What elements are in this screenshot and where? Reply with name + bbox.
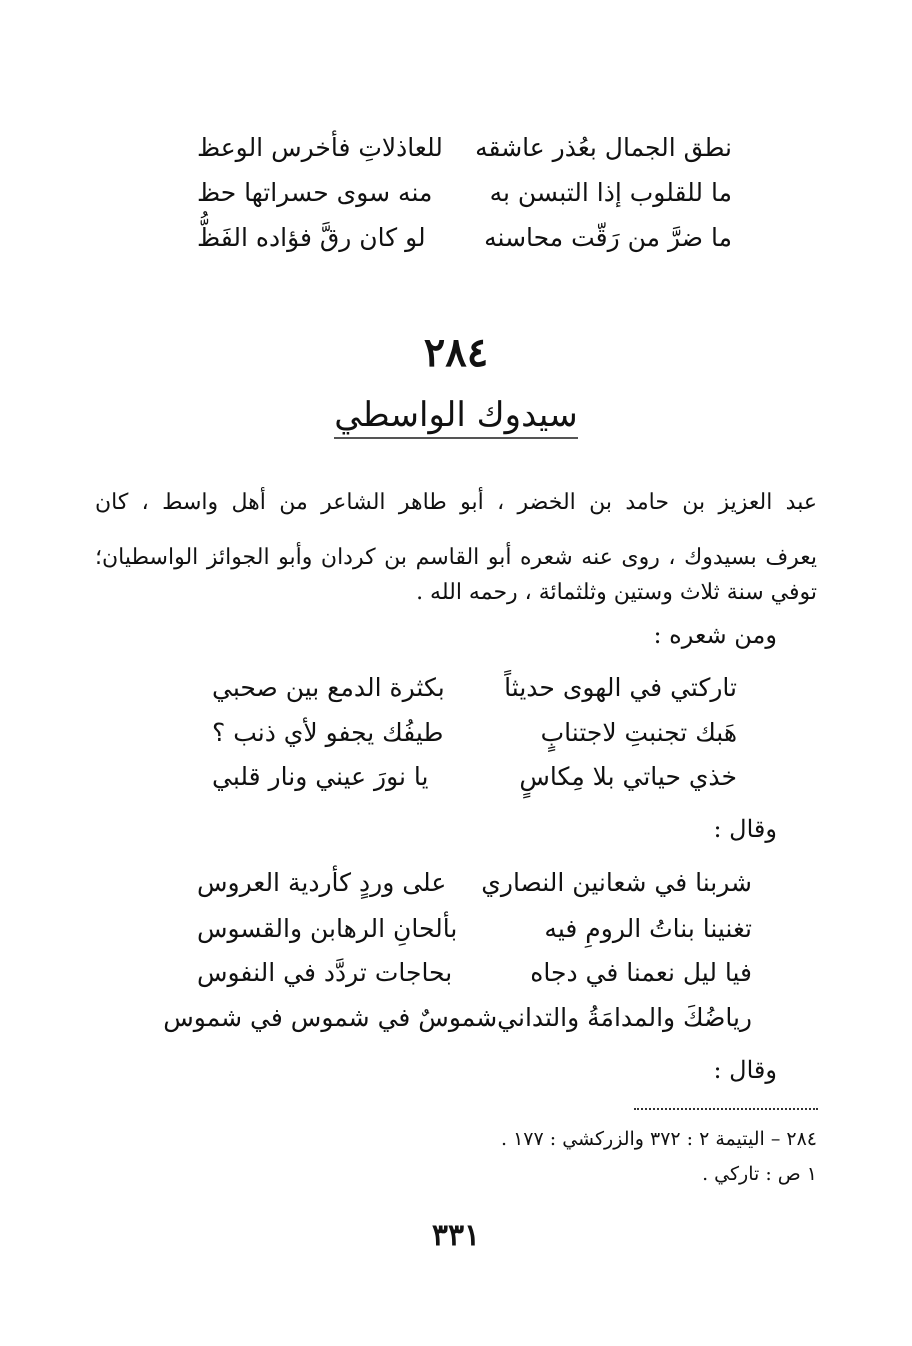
verse-line	[197, 178, 732, 208]
verse-first-hemistich: شربنا في شعانين النصاري	[481, 868, 752, 897]
verse-second-hemistich: طيفُك يجفو لأي ذنب ؟	[212, 718, 444, 747]
verse-first-hemistich: تاركتي في الهوى حديثاً	[504, 673, 737, 702]
bio-line: يعرف بسيدوك ، روى عنه شعره أبو القاسم بن كردان وأبو الجوائز الواسطيان؛	[95, 545, 817, 570]
verse-first-hemistich: فيا ليل نعمنا في دجاه	[530, 958, 752, 987]
verse-line	[212, 673, 737, 703]
verse-first-hemistich: ما ضرَّ من رَقّت محاسنه	[484, 223, 732, 252]
entry-number: ٢٨٤	[423, 329, 489, 376]
verse-second-hemistich: لو كان رقَّ فؤاده الفَظُّ	[197, 223, 426, 252]
verse-line	[197, 868, 752, 898]
poet-name: سيدوك الواسطي	[334, 395, 577, 439]
bio-line: عبد العزيز بن حامد بن الخضر ، أبو طاهر الشاعر من أهل واسط ، كان	[95, 490, 817, 515]
verse-second-hemistich: بحاجات تردَّد في النفوس	[197, 958, 453, 987]
verse-line	[197, 223, 732, 253]
entry-title	[0, 392, 912, 438]
footnote: ٢٨٤ – اليتيمة ٢ : ٣٧٢ والزركشي : ١٧٧ .	[501, 1128, 817, 1150]
verse-first-hemistich: نطق الجمال بعُذر عاشقه	[475, 133, 732, 162]
verse-second-hemistich: على وردٍ كأردية العروس	[197, 868, 447, 897]
verse-second-hemistich: منه سوى حسراتها حظ	[197, 178, 433, 207]
verse-second-hemistich: شموسٌ في شموس في شموس	[163, 1003, 498, 1032]
said-label: وقال :	[713, 815, 777, 843]
verse-line	[197, 958, 752, 988]
verse-first-hemistich: هَبك تجنبتِ لاجتنابٍ	[540, 718, 737, 747]
verse-line	[212, 718, 737, 748]
verse-first-hemistich: رياضُكَ والمدامَةُ والتداني	[497, 1003, 752, 1032]
verse-first-hemistich: تغنينا بناتُ الرومِ فيه	[544, 914, 752, 943]
footnote-divider	[634, 1108, 818, 1110]
intro-label: ومن شعره :	[653, 621, 777, 649]
said-label: وقال :	[713, 1056, 777, 1084]
verse-line	[163, 1003, 752, 1033]
footnote: ١ ص : تاركي .	[702, 1163, 817, 1185]
verse-second-hemistich: يا نورَ عيني ونار قلبي	[212, 762, 429, 791]
verse-second-hemistich: بألحانِ الرهابن والقسوس	[197, 914, 458, 943]
verse-line	[212, 762, 737, 792]
verse-line	[197, 133, 732, 163]
bio-line: توفي سنة ثلاث وستين وثلثمائة ، رحمه الله .	[416, 580, 817, 605]
verse-second-hemistich: للعاذلاتِ فأخرس الوعظ	[197, 133, 443, 162]
page-number: ٣٣١	[431, 1218, 481, 1253]
verse-first-hemistich: ما للقلوب إذا التبسن به	[489, 178, 732, 207]
verse-line	[197, 914, 752, 944]
verse-second-hemistich: بكثرة الدمع بين صحبي	[212, 673, 445, 702]
verse-first-hemistich: خذي حياتي بلا مِكاسٍ	[519, 762, 737, 791]
